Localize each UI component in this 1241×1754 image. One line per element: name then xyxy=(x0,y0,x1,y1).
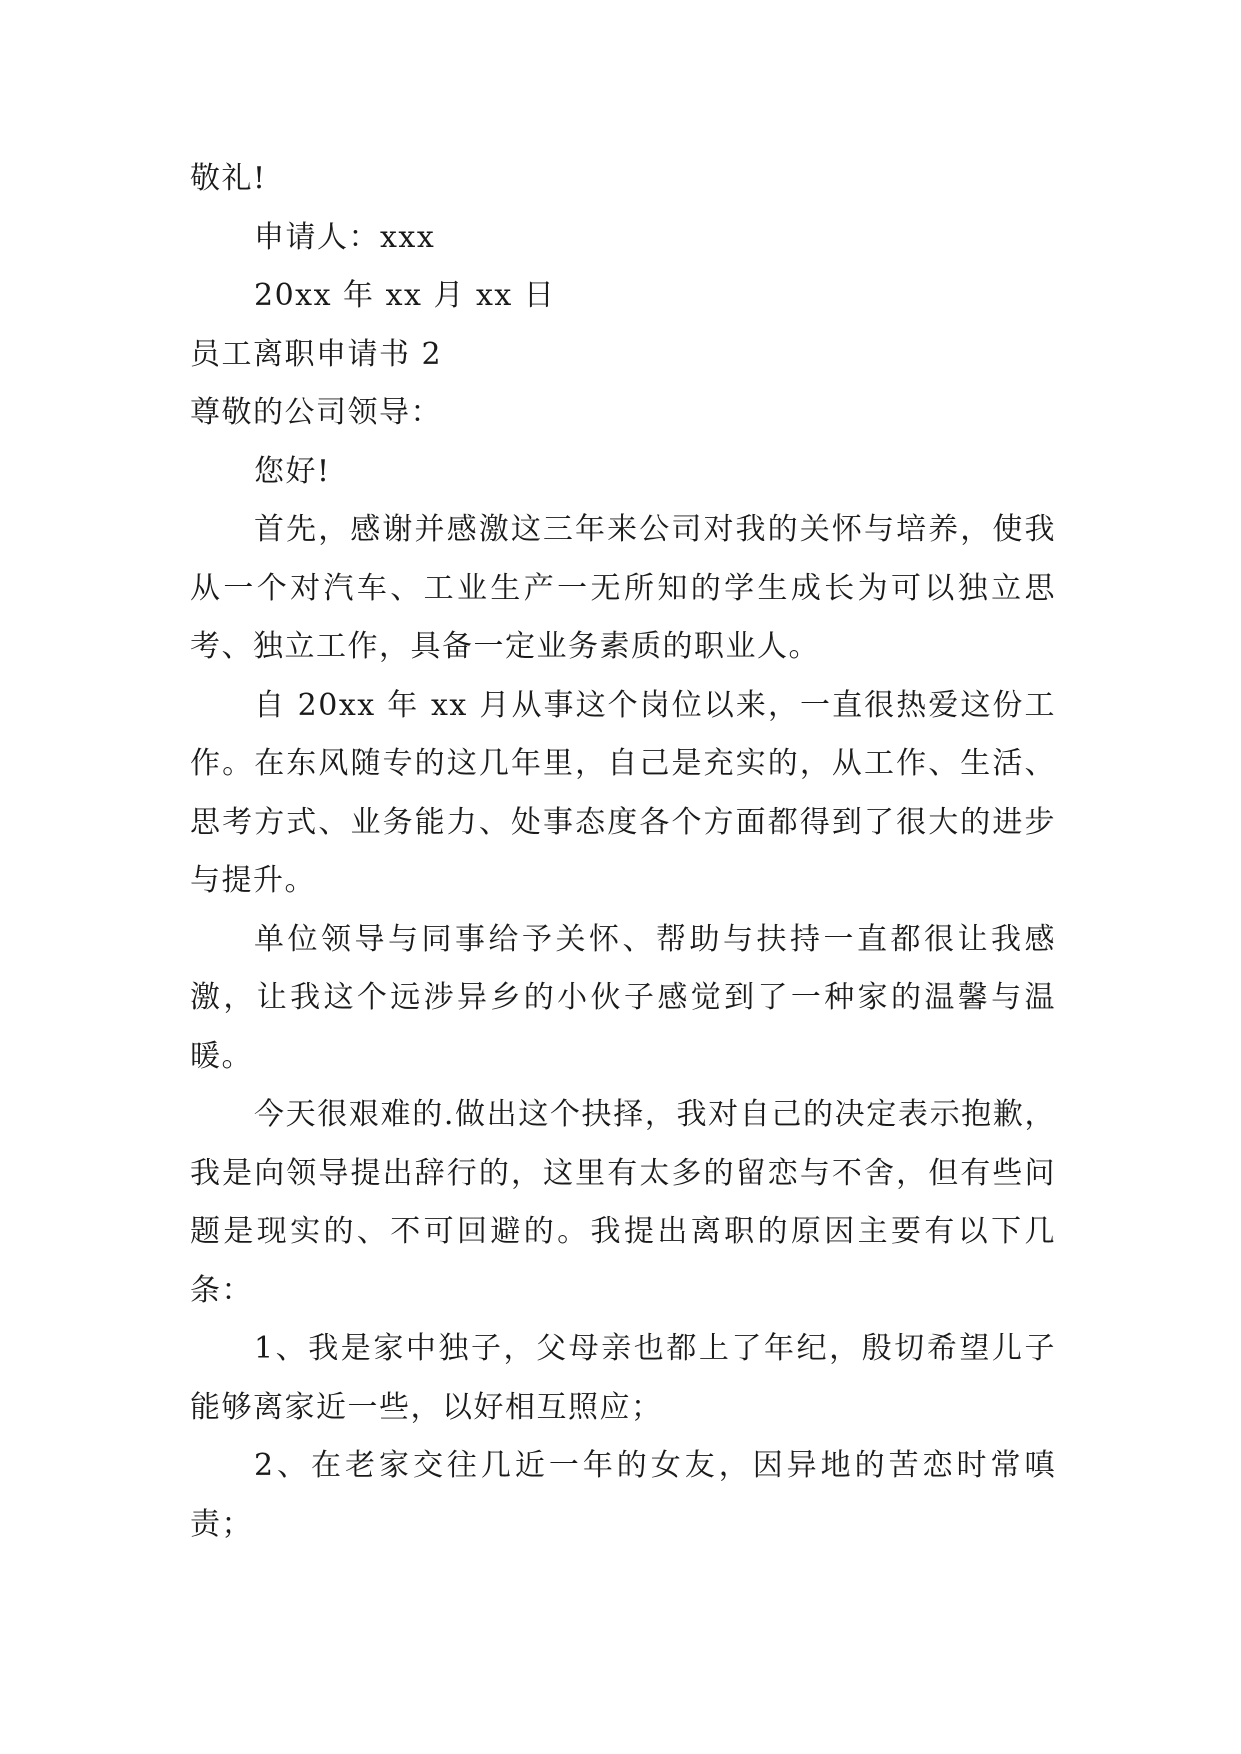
letter-greeting: 您好! xyxy=(254,453,331,489)
body-paragraph-2: 自 20xx 年 xx 月从事这个岗位以来，一直很热爱这份工作。在东风随专的这几年里，自己是充实的，从工作、生活、思考方式、业务能力、处事态度各个方面都得到了很大的进步与提升。 xyxy=(190,687,1056,898)
signature-date: 20xx 年 xx 月 xx 日 xyxy=(254,278,556,313)
body-paragraph-3: 单位领导与同事给予关怀、帮助与扶持一直都很让我感激，让我这个远涉异乡的小伙子感觉到了一种家的温馨与温暖。 xyxy=(190,921,1056,1074)
body-paragraph-4: 今天很艰难的.做出这个抉择，我对自己的决定表示抱歉，我是向领导提出辞行的，这里有太多的留恋与不舍，但有些问题是现实的、不可回避的。我提出离职的原因主要有以下几条： xyxy=(190,1097,1056,1308)
letter-recipient: 尊敬的公司领导： xyxy=(190,395,442,430)
letter-title: 员工离职申请书 2 xyxy=(190,336,443,372)
reason-item-1: 1、我是家中独子，父母亲也都上了年纪，殷切希望儿子能够离家近一些，以好相互照应； xyxy=(190,1331,1056,1425)
reason-item-2: 2、在老家交往几近一年的女友，因异地的苦恋时常嗔责； xyxy=(190,1448,1056,1542)
letter-body xyxy=(190,150,1056,1554)
body-paragraph-1: 首先，感谢并感激这三年来公司对我的关怀与培养，使我从一个对汽车、工业生产一无所知的学生成长为可以独立思考、独立工作，具备一定业务素质的职业人。 xyxy=(190,512,1056,664)
closing-salute: 敬礼! xyxy=(190,161,267,196)
applicant-signature: 申请人：xxx xyxy=(254,219,436,255)
